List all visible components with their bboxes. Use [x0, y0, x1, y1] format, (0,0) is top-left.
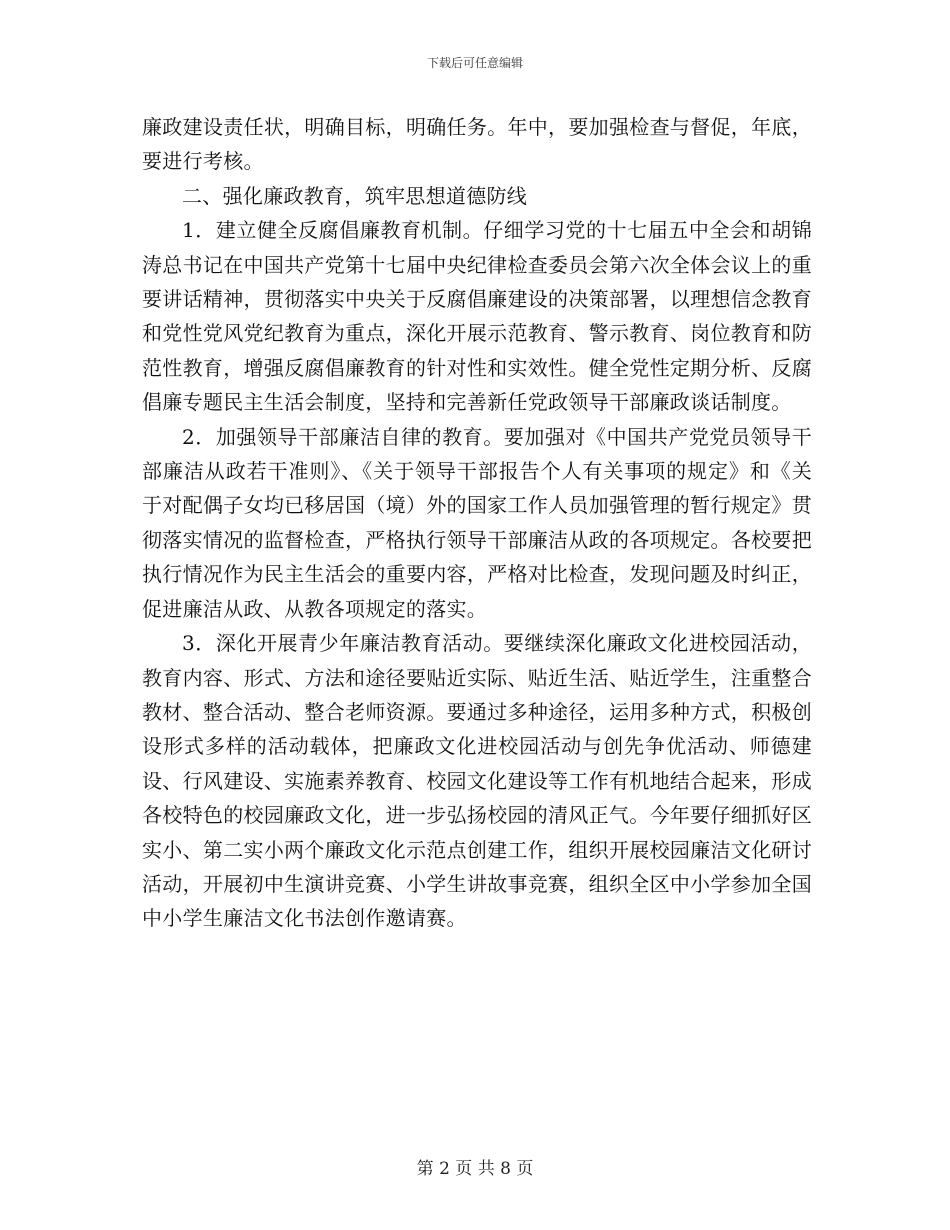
- paragraph-item-1: 1．建立健全反腐倡廉教育机制。仔细学习党的十七届五中全会和胡锦涛总书记在中国共产党第十七届中央纪律检查委员会第六次全体会议上的重要讲话精神，贯彻落实中央关于反腐倡廉建设的决策部署，以理想信念教育和党性党风党纪教育为重点，深化开展示范教育、警示教育、岗位教育和防范性教育，增强反腐倡廉教育的针对性和实效性。健全党性定期分析、反腐倡廉专题民主生活会制度，坚持和完善新任党政领导干部廉政谈话制度。: [142, 218, 812, 415]
- page-header-note: 下载后可任意编辑: [426, 56, 523, 70]
- paragraph-continuation: 廉政建设责任状，明确目标，明确任务。年中，要加强检查与督促，年底，要进行考核。: [142, 115, 812, 174]
- document-body: [142, 110, 812, 936]
- section-heading: 二、强化廉政教育，筑牢思想道德防线: [182, 183, 528, 208]
- page-number: 第 2 页 共 8 页: [416, 1159, 534, 1179]
- paragraph-item-3: 3．深化开展青少年廉洁教育活动。要继续深化廉政文化进校园活动，教育内容、形式、方法和途径要贴近实际、贴近生活、贴近学生，注重整合教材、整合活动、整合老师资源。要通过多种途径，运用多种方式，积极创设形式多样的活动载体，把廉政文化进校园活动与创先争优活动、师德建设、行风建设、实施素养教育、校园文化建设等工作有机地结合起来，形成各校特色的校园廉政文化，进一步弘扬校园的清风正气。今年要仔细抓好区实小、第二实小两个廉政文化示范点创建工作，组织开展校园廉洁文化研讨活动，开展初中生演讲竞赛、小学生讲故事竞赛，组织全区中小学参加全国中小学生廉洁文化书法创作邀请赛。: [142, 631, 812, 931]
- paragraph-item-2: 2．加强领导干部廉洁自律的教育。要加强对《中国共产党党员领导干部廉洁从政若干准则》、《关于领导干部报告个人有关事项的规定》和《关于对配偶子女均已移居国（境）外的国家工作人员加强管理的暂行规定》贯彻落实情况的监督检查，严格执行领导干部廉洁从政的各项规定。各校要把执行情况作为民主生活会的重要内容，严格对比检查，发现问题及时纠正，促进廉洁从政、从教各项规定的落实。: [142, 424, 812, 621]
